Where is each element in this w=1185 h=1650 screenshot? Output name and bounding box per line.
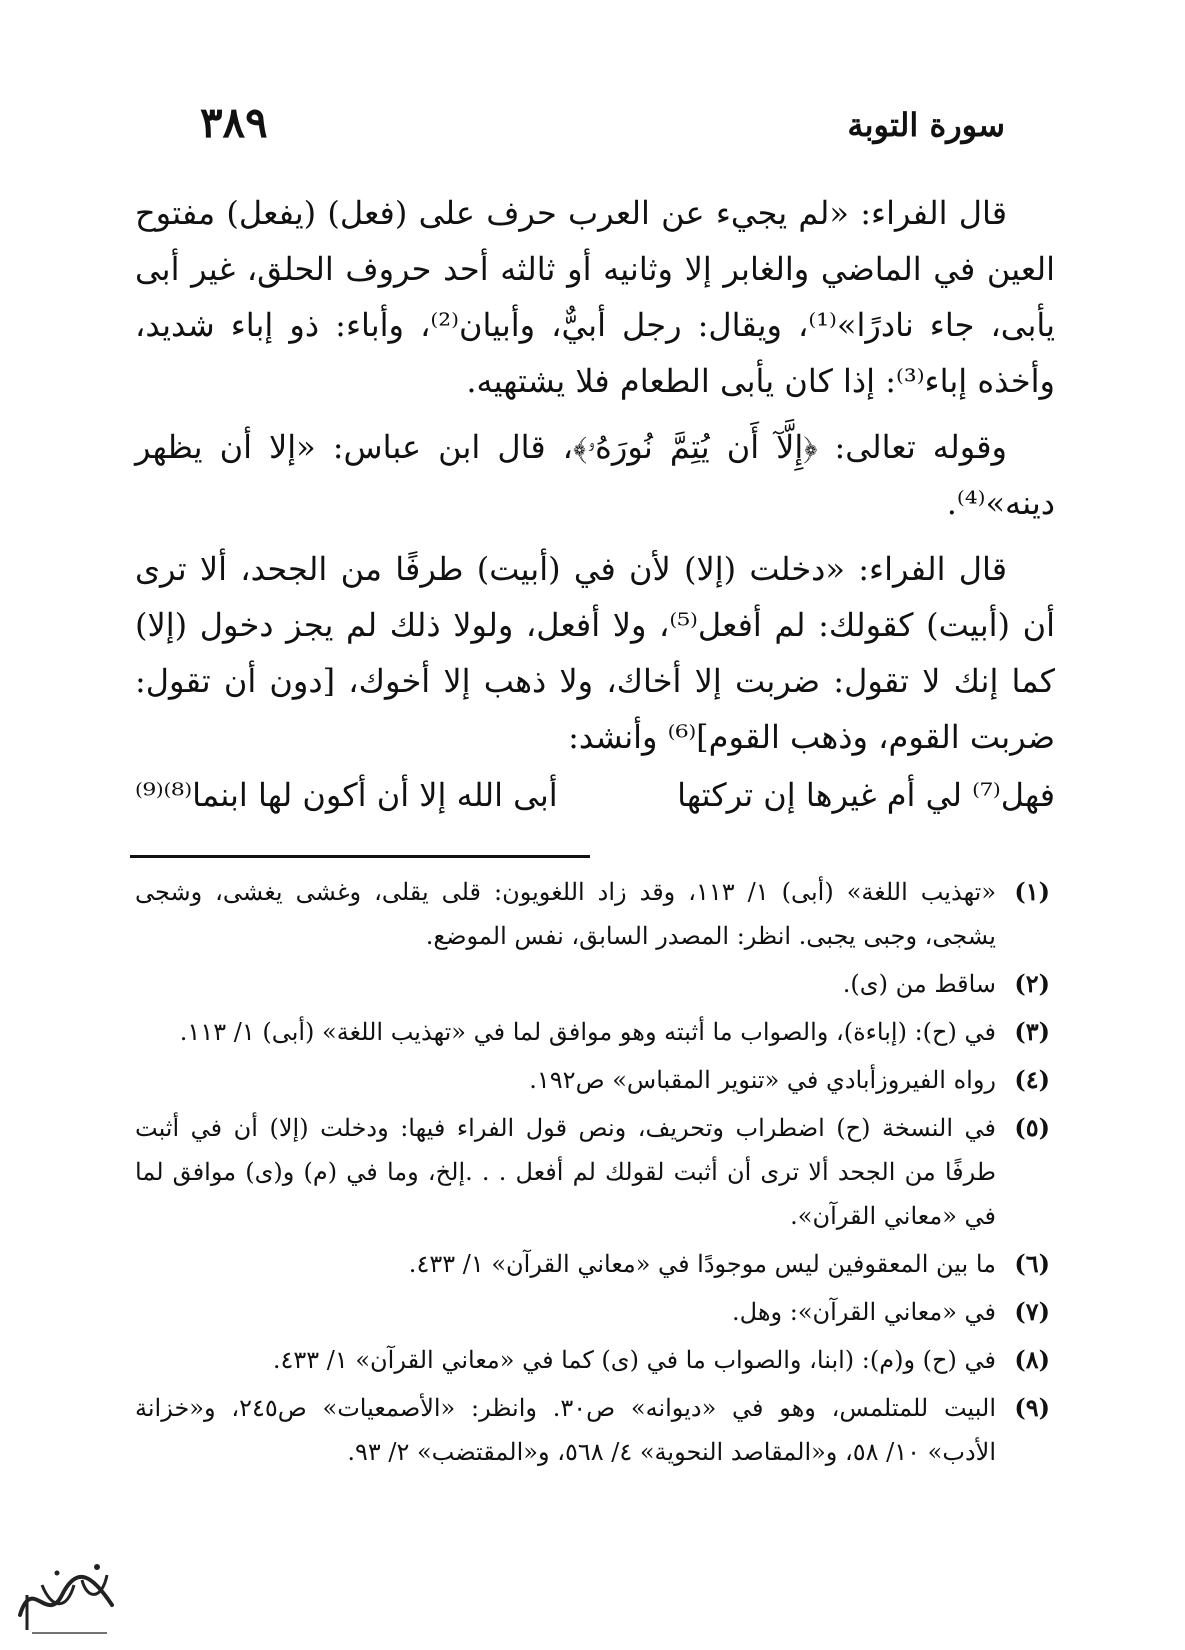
surah-title: سورة التوبة <box>847 106 1005 144</box>
footnote-number: (٦) <box>1014 1249 1050 1278</box>
footnote-text: «تهذيب اللغة» (أبى) ١/ ١١٣، وقد زاد اللغويون: قلى يقلى، وغشى يغشى، وشجى يشجى، وجبى يجبى. انظر: المصدر السابق، نفس الموضع. <box>135 878 997 950</box>
footnote-number: (٩) <box>1014 1393 1050 1422</box>
main-text <box>135 185 1055 823</box>
footnote-number: (٨) <box>1014 1345 1050 1374</box>
footnotes <box>135 870 1050 1478</box>
calligraphy-logo <box>12 1555 122 1640</box>
paragraph-farra-2: قال الفراء: «دخلت (إلا) لأن في (أبيت) طرفًا من الجحد، ألا ترى أن (أبيت) كقولك: لم أفعل⁽⁵⁾، ولا أفعل، ولولا ذلك لم يجز دخول (إلا) كما إنك لا تقول: ضربت إلا أخاك، ولا ذهب إلا أخوك، [دون أن تقول: ضربت القوم، وذهب القوم]⁽⁶⁾ وأنشد: <box>135 550 1056 756</box>
footnote <box>135 1106 1050 1238</box>
verse-first-hemistich: فهل⁽⁷⁾ لي أم غيرها إن تركتها <box>677 776 1055 814</box>
footnote <box>135 1242 1050 1286</box>
footnote <box>135 1058 1050 1102</box>
paragraph-verse-commentary: وقوله تعالى: ﴿إِلَّآ أَن يُتِمَّ نُورَهُۥ﴾، قال ابن عباس: «إلا أن يظهر دينه»⁽⁴⁾. <box>135 428 1055 522</box>
page-number: ٣٨٩ <box>200 98 268 147</box>
poetry-verse <box>135 767 1055 823</box>
footnote-number: (١) <box>1014 877 1050 906</box>
footnote-text: رواه الفيروزأبادي في «تنوير المقباس» ص١٩٢. <box>529 1066 996 1094</box>
footnote-text: في (ح): (إباءة)، والصواب ما أثبته وهو موافق لما في «تهذيب اللغة» (أبى) ١/ ١١٣. <box>179 1018 996 1046</box>
footnote-number: (٧) <box>1014 1297 1050 1326</box>
footnote-text: ما بين المعقوفين ليس موجودًا في «معاني القرآن» ١/ ٤٣٣. <box>408 1250 996 1278</box>
footnote <box>135 870 1050 958</box>
footnote-text: ساقط من (ى). <box>842 970 996 998</box>
paragraph-farra-1: قال الفراء: «لم يجيء عن العرب حرف على (فعل) (يفعل) مفتوح العين في الماضي والغابر إلا وثانيه أو ثالثه أحد حروف الحلق، غير أبى يأبى، جاء نادرًا»⁽¹⁾، ويقال: رجل أبيٌّ، وأبيان⁽²⁾، وأباء: ذو إباء شديد، وأخذه إباء⁽³⁾: إذا كان يأبى الطعام فلا يشتهيه. <box>135 194 1056 400</box>
footnote-text: في (ح) و(م): (ابنا، والصواب ما في (ى) كما في «معاني القرآن» ١/ ٤٣٣. <box>272 1346 996 1374</box>
footnote-text: في «معاني القرآن»: وهل. <box>732 1298 996 1326</box>
footnote-number: (٥) <box>1014 1113 1050 1142</box>
footnote <box>135 1386 1050 1474</box>
footnote-text: البيت للمتلمس، وهو في «ديوانه» ص٣٠. وانظر: «الأصمعيات» ص٢٤٥، و«خزانة الأدب» ١٠/ ٥٨، و«المقاصد النحوية» ٤/ ٥٦٨، و«المقتضب» ٢/ ٩٣. <box>135 1394 996 1466</box>
footnote-text: في النسخة (ح) اضطراب وتحريف، ونص قول الفراء فيها: ودخلت (إلا) أن في أثبت طرفًا من الجحد ألا ترى أن أثبت لقولك لم أفعل . . .إلخ، وما في (م) و(ى) موافق لما في «معاني القرآن». <box>135 1114 996 1230</box>
footnote <box>135 1010 1050 1054</box>
footnote <box>135 962 1050 1006</box>
footnote-number: (٣) <box>1014 1017 1050 1046</box>
page-header <box>180 98 1005 158</box>
verse-second-hemistich: أبى الله إلا أن أكون لها ابنما⁽⁸⁾⁽⁹⁾ <box>135 776 558 814</box>
footnote-number: (٢) <box>1014 969 1050 998</box>
footnote <box>135 1338 1050 1382</box>
footnote-number: (٤) <box>1014 1065 1050 1094</box>
footnote <box>135 1290 1050 1334</box>
footnote-separator <box>130 855 590 858</box>
